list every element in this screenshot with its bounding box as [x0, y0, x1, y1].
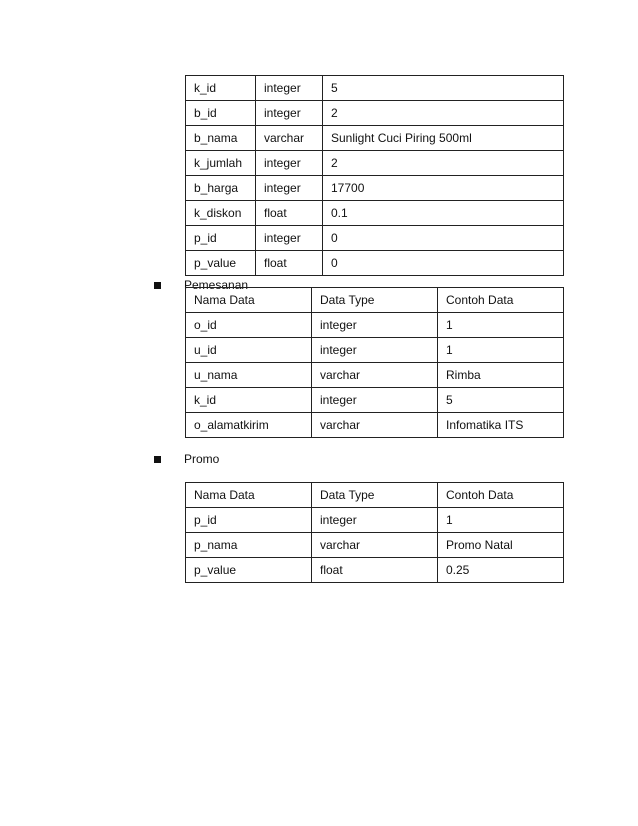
table-cell: float — [256, 251, 323, 276]
table-cell: integer — [256, 151, 323, 176]
table-cell: integer — [256, 76, 323, 101]
table-cell: Rimba — [438, 363, 564, 388]
table-row — [186, 508, 564, 533]
table-header-row — [186, 483, 564, 508]
table-cell: u_id — [186, 338, 312, 363]
column-header: Data Type — [312, 483, 438, 508]
column-header: Contoh Data — [438, 288, 564, 313]
table-cell: 1 — [438, 338, 564, 363]
table-row — [186, 413, 564, 438]
table-cell: Promo Natal — [438, 533, 564, 558]
table-cell: o_id — [186, 313, 312, 338]
table-row — [186, 201, 564, 226]
square-bullet-icon — [154, 282, 161, 289]
table-cell: varchar — [312, 533, 438, 558]
table-row — [186, 533, 564, 558]
table-cell: float — [256, 201, 323, 226]
table-header-row — [186, 288, 564, 313]
table-cell: Sunlight Cuci Piring 500ml — [323, 126, 564, 151]
table-cell: 0 — [323, 251, 564, 276]
table-cell: p_nama — [186, 533, 312, 558]
table-row — [186, 251, 564, 276]
table-cell: Infomatika ITS — [438, 413, 564, 438]
table-row — [186, 226, 564, 251]
section-heading-label: Pemesanan — [184, 278, 249, 292]
table-cell: 17700 — [323, 176, 564, 201]
table-cell: 0 — [323, 226, 564, 251]
table-cell: varchar — [256, 126, 323, 151]
table-row — [186, 313, 564, 338]
table-cell: k_diskon — [186, 201, 256, 226]
table-row — [186, 338, 564, 363]
table-cell: 5 — [438, 388, 564, 413]
column-header: Data Type — [312, 288, 438, 313]
table-cell: p_id — [186, 508, 312, 533]
table-cell: 0.1 — [323, 201, 564, 226]
promo-table — [185, 482, 564, 583]
keranjang-table — [185, 75, 564, 276]
table-cell: b_harga — [186, 176, 256, 201]
table-cell: k_id — [186, 76, 256, 101]
column-header: Nama Data — [186, 483, 312, 508]
table-cell: varchar — [312, 363, 438, 388]
table-row — [186, 151, 564, 176]
table-row — [186, 76, 564, 101]
table-cell: 5 — [323, 76, 564, 101]
pemesanan-table — [185, 287, 564, 438]
table-row — [186, 176, 564, 201]
table-cell: 1 — [438, 508, 564, 533]
table-cell: 0.25 — [438, 558, 564, 583]
table-cell: b_nama — [186, 126, 256, 151]
table-cell: 1 — [438, 313, 564, 338]
table-cell: k_jumlah — [186, 151, 256, 176]
section-heading-promo — [150, 451, 219, 467]
section-heading-label: Promo — [184, 452, 220, 466]
table-cell: varchar — [312, 413, 438, 438]
table-row — [186, 558, 564, 583]
table-cell: b_id — [186, 101, 256, 126]
table-cell: k_id — [186, 388, 312, 413]
table-row — [186, 363, 564, 388]
table-cell: p_value — [186, 251, 256, 276]
table-cell: float — [312, 558, 438, 583]
table-cell: p_value — [186, 558, 312, 583]
table-cell: o_alamatkirim — [186, 413, 312, 438]
table-cell: integer — [256, 176, 323, 201]
table-cell: integer — [312, 313, 438, 338]
table-row — [186, 101, 564, 126]
table-cell: 2 — [323, 101, 564, 126]
table-cell: integer — [312, 388, 438, 413]
square-bullet-icon — [154, 456, 161, 463]
table-cell: integer — [312, 338, 438, 363]
table-cell: u_nama — [186, 363, 312, 388]
table-cell: integer — [256, 226, 323, 251]
table-cell: p_id — [186, 226, 256, 251]
table-row — [186, 126, 564, 151]
column-header: Nama Data — [186, 288, 312, 313]
table-row — [186, 388, 564, 413]
table-cell: 2 — [323, 151, 564, 176]
table-cell: integer — [312, 508, 438, 533]
table-cell: integer — [256, 101, 323, 126]
column-header: Contoh Data — [438, 483, 564, 508]
